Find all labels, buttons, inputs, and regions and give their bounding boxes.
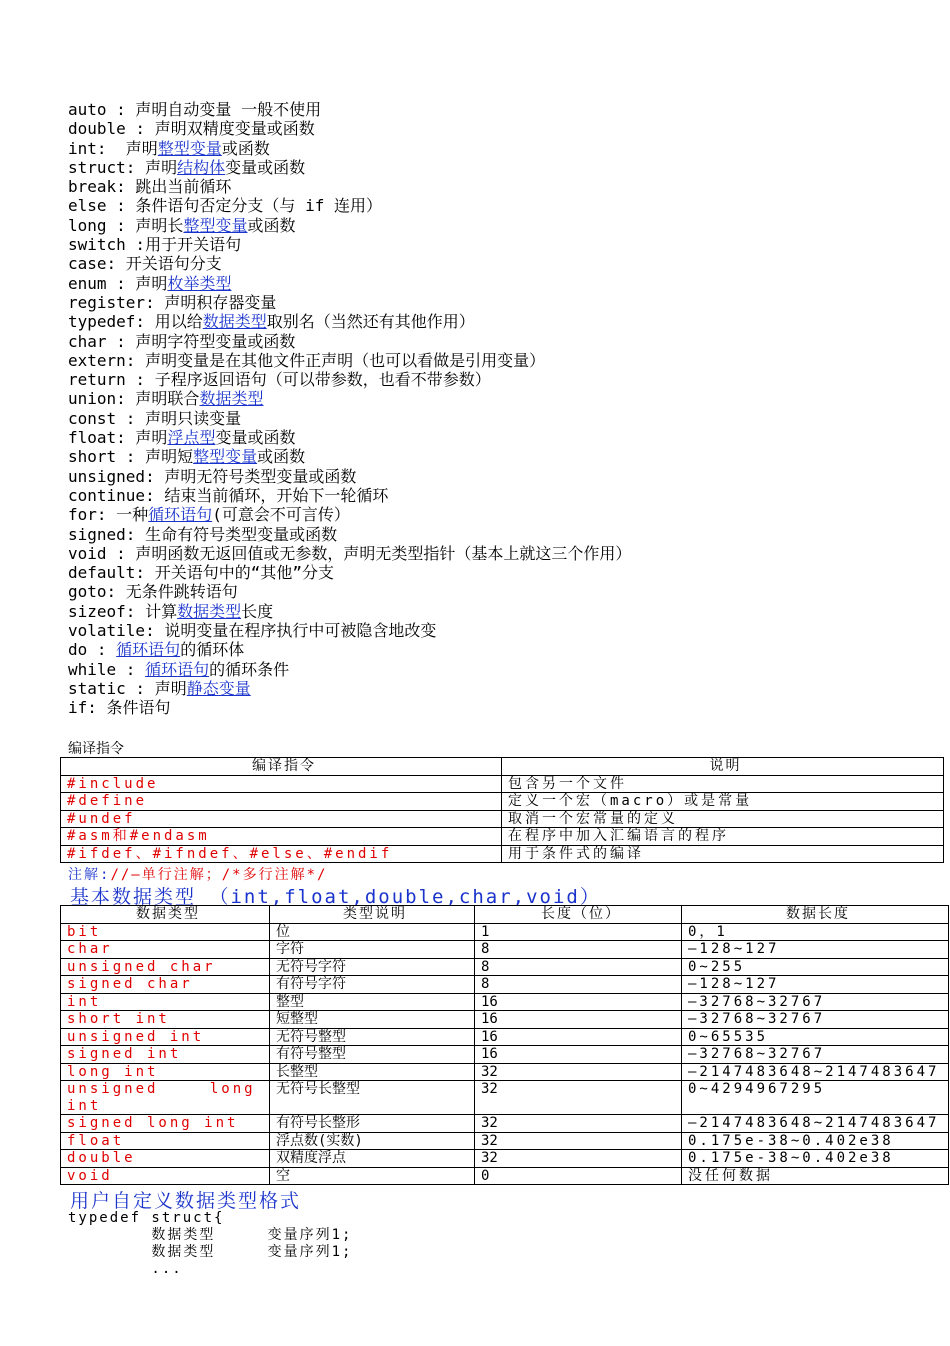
type-name-cell: void: [61, 1167, 270, 1185]
keyword-line: [68, 139, 631, 158]
bit-length-cell: 8: [475, 958, 682, 976]
keyword-text: 变量或函数: [225, 157, 306, 177]
directive-cell: #asm和#endasm: [61, 828, 502, 846]
keyword-line: [68, 563, 631, 582]
description-cell: 用于条件式的编译: [502, 845, 944, 863]
range-cell: —32768~32767: [682, 1011, 949, 1029]
type-desc-cell: 长整型: [270, 1063, 475, 1081]
keyword-link[interactable]: 数据类型: [199, 389, 264, 409]
keyword-line: [68, 660, 631, 679]
keyword-text: void : 声明函数无返回值或无参数，声明无类型指针（基本上就这三个作用）: [68, 543, 632, 563]
bit-length-cell: 0: [475, 1167, 682, 1185]
type-name-cell: long int: [61, 1063, 270, 1081]
note-text: //—单行注解；/*多行注解*/: [110, 867, 328, 883]
keyword-line: [68, 428, 631, 447]
table-row: [61, 1046, 949, 1064]
range-cell: 0.175e-38~0.402e38: [682, 1150, 949, 1168]
type-desc-cell: 有符号字符: [270, 976, 475, 994]
keyword-text: switch :用于开关语句: [68, 235, 242, 255]
keyword-text: 变量或函数: [215, 428, 296, 448]
keyword-text: continue: 结束当前循环，开始下一轮循环: [68, 485, 389, 505]
keyword-text: sizeof: 计算: [68, 601, 178, 621]
type-name-cell: unsigned long int: [61, 1081, 270, 1115]
directive-cell: #define: [61, 793, 502, 811]
keyword-line: [68, 544, 631, 563]
type-name-cell: signed char: [61, 976, 270, 994]
keyword-line: [68, 254, 631, 273]
directives-label: 编译指令: [68, 741, 124, 757]
description-cell: 在程序中加入汇编语言的程序: [502, 828, 944, 846]
range-cell: —32768~32767: [682, 1046, 949, 1064]
keyword-link[interactable]: 浮点型: [167, 428, 216, 448]
range-cell: 0~255: [682, 958, 949, 976]
keyword-line: [68, 447, 631, 466]
keyword-text: union: 声明联合: [68, 389, 200, 409]
table-row: [61, 793, 944, 811]
type-desc-cell: 位: [270, 923, 475, 941]
range-cell: —2147483648~2147483647: [682, 1115, 949, 1133]
type-desc-cell: 有符号整型: [270, 1046, 475, 1064]
keyword-text: default: 开关语句中的“其他”分支: [68, 563, 334, 583]
column-header: 数据类型: [61, 906, 270, 924]
basic-types-heading: 基本数据类型 （int,float,double,char,void）: [70, 886, 601, 908]
keyword-link[interactable]: 循环语句: [116, 640, 181, 660]
keyword-link[interactable]: 结构体: [177, 157, 226, 177]
table-row: [61, 775, 944, 793]
keyword-link[interactable]: 枚举类型: [167, 273, 232, 293]
keyword-text: register: 声明积存器变量: [68, 292, 277, 312]
keyword-text: struct: 声明: [68, 157, 178, 177]
description-cell: 取消一个宏常量的定义: [502, 810, 944, 828]
column-header: 数据长度: [682, 906, 949, 924]
range-cell: —32768~32767: [682, 993, 949, 1011]
keyword-link[interactable]: 循环语句: [148, 505, 213, 525]
code-line: 数据类型 变量序列1;: [68, 1244, 353, 1260]
keyword-text: for: 一种: [68, 505, 149, 525]
keyword-line: [68, 370, 631, 389]
type-desc-cell: 无符号整型: [270, 1028, 475, 1046]
keyword-text: while :: [68, 659, 146, 679]
keyword-text: enum : 声明: [68, 273, 168, 293]
keyword-line: [68, 100, 631, 119]
keyword-line: [68, 332, 631, 351]
keyword-link[interactable]: 循环语句: [145, 659, 210, 679]
keyword-line: [68, 293, 631, 312]
type-name-cell: int: [61, 993, 270, 1011]
keyword-line: [68, 389, 631, 408]
column-header: 说明: [502, 758, 944, 776]
custom-types-heading: 用户自定义数据类型格式: [70, 1190, 302, 1212]
column-header: 编译指令: [61, 758, 502, 776]
table-row: [61, 1063, 949, 1081]
keyword-line: [68, 679, 631, 698]
table-row: [61, 1028, 949, 1046]
typedef-code-block: [68, 1210, 352, 1278]
directive-cell: #include: [61, 775, 502, 793]
type-desc-cell: 无符号长整型: [270, 1081, 475, 1115]
keyword-line: [68, 525, 631, 544]
keyword-text: goto: 无条件跳转语句: [68, 582, 238, 602]
table-row: [61, 810, 944, 828]
bit-length-cell: 1: [475, 923, 682, 941]
keyword-line: [68, 312, 631, 331]
type-name-cell: signed long int: [61, 1115, 270, 1133]
keyword-line: [68, 505, 631, 524]
keyword-link[interactable]: 整型变量: [183, 215, 248, 235]
table-row: [61, 1115, 949, 1133]
type-desc-cell: 有符号长整形: [270, 1115, 475, 1133]
range-cell: 0，1: [682, 923, 949, 941]
description-cell: 包含另一个文件: [502, 775, 944, 793]
keyword-text: break: 跳出当前循环: [68, 177, 232, 197]
type-desc-cell: 短整型: [270, 1011, 475, 1029]
table-row: [61, 845, 944, 863]
column-header: 类型说明: [270, 906, 475, 924]
bit-length-cell: 8: [475, 976, 682, 994]
table-row: [61, 1132, 949, 1150]
type-name-cell: float: [61, 1132, 270, 1150]
directive-table: [60, 757, 944, 863]
keyword-list: [68, 100, 631, 718]
range-cell: 没任何数据: [682, 1167, 949, 1185]
keyword-text: const : 声明只读变量: [68, 408, 242, 428]
keyword-text: char : 声明字符型变量或函数: [68, 331, 296, 351]
keyword-text: return : 子程序返回语句（可以带参数，也看不带参数）: [68, 370, 491, 390]
keyword-text: do :: [68, 640, 117, 660]
range-cell: —128~127: [682, 976, 949, 994]
type-desc-cell: 空: [270, 1167, 475, 1185]
keyword-text: signed: 生命有符号类型变量或函数: [68, 524, 338, 544]
bit-length-cell: 16: [475, 993, 682, 1011]
bit-length-cell: 32: [475, 1132, 682, 1150]
type-desc-cell: 无符号字符: [270, 958, 475, 976]
table-row: [61, 976, 949, 994]
keyword-text: double : 声明双精度变量或函数: [68, 119, 315, 139]
range-cell: —2147483648~2147483647: [682, 1063, 949, 1081]
keyword-line: [68, 467, 631, 486]
keyword-line: [68, 351, 631, 370]
keyword-line: [68, 119, 631, 138]
bit-length-cell: 32: [475, 1150, 682, 1168]
keyword-text: 长度: [241, 601, 274, 621]
keyword-text: extern: 声明变量是在其他文件正声明（也可以看做是引用变量）: [68, 350, 546, 370]
keyword-link[interactable]: 静态变量: [186, 678, 251, 698]
comment-note: [68, 864, 327, 884]
table-row: [61, 828, 944, 846]
keyword-text: else : 条件语句否定分支（与 if 连用）: [68, 196, 382, 216]
keyword-text: 或函数: [257, 447, 306, 467]
keyword-text: 或函数: [221, 138, 270, 158]
code-line: ...: [68, 1261, 183, 1277]
keyword-link[interactable]: 整型变量: [193, 447, 258, 467]
keyword-link[interactable]: 数据类型: [202, 312, 267, 332]
keyword-line: [68, 274, 631, 293]
type-name-cell: short int: [61, 1011, 270, 1029]
keyword-line: [68, 196, 631, 215]
keyword-line: [68, 235, 631, 254]
keyword-line: [68, 582, 631, 601]
keyword-text: long : 声明长: [68, 215, 184, 235]
keyword-text: typedef: 用以给: [68, 312, 203, 332]
table-header-row: [61, 758, 944, 776]
keyword-line: [68, 409, 631, 428]
type-desc-cell: 整型: [270, 993, 475, 1011]
table-row: [61, 1081, 949, 1115]
bit-length-cell: 8: [475, 941, 682, 959]
type-desc-cell: 双精度浮点: [270, 1150, 475, 1168]
keyword-line: [68, 216, 631, 235]
keyword-text: if: 条件语句: [68, 698, 171, 718]
type-desc-cell: 字符: [270, 941, 475, 959]
keyword-text: case: 开关语句分支: [68, 254, 222, 274]
keyword-text: 的循环体: [180, 640, 245, 660]
type-name-cell: signed int: [61, 1046, 270, 1064]
column-header: 长度（位）: [475, 906, 682, 924]
table-row: [61, 1011, 949, 1029]
directive-cell: #ifdef、#ifndef、#else、#endif: [61, 845, 502, 863]
bit-length-cell: 32: [475, 1081, 682, 1115]
keyword-text: auto : 声明自动变量 一般不使用: [68, 100, 322, 119]
type-desc-cell: 浮点数(实数): [270, 1132, 475, 1150]
keyword-text: 或函数: [247, 215, 296, 235]
keyword-text: int: 声明: [68, 138, 158, 158]
keyword-text: float: 声明: [68, 428, 168, 448]
keyword-text: unsigned: 声明无符号类型变量或函数: [68, 466, 357, 486]
code-line: typedef struct{: [68, 1210, 225, 1226]
keyword-text: 取别名（当然还有其他作用）: [266, 312, 475, 332]
table-row: [61, 958, 949, 976]
basic-types-table: [60, 905, 949, 1185]
keyword-line: [68, 602, 631, 621]
range-cell: 0~65535: [682, 1028, 949, 1046]
keyword-text: 的循环条件: [209, 659, 290, 679]
description-cell: 定义一个宏（macro）或是常量: [502, 793, 944, 811]
bit-length-cell: 16: [475, 1046, 682, 1064]
keyword-line: [68, 621, 631, 640]
keyword-line: [68, 486, 631, 505]
keyword-line: [68, 698, 631, 717]
bit-length-cell: 16: [475, 1011, 682, 1029]
keyword-line: [68, 158, 631, 177]
type-name-cell: unsigned char: [61, 958, 270, 976]
table-row: [61, 923, 949, 941]
type-name-cell: bit: [61, 923, 270, 941]
range-cell: 0.175e-38~0.402e38: [682, 1132, 949, 1150]
keyword-line: [68, 177, 631, 196]
keyword-text: short : 声明短: [68, 447, 194, 467]
range-cell: 0~4294967295: [682, 1081, 949, 1115]
table-row: [61, 941, 949, 959]
keyword-text: volatile: 说明变量在程序执行中可被隐含地改变: [68, 621, 437, 641]
code-line: 数据类型 变量序列1;: [68, 1227, 353, 1243]
bit-length-cell: 32: [475, 1063, 682, 1081]
directive-cell: #undef: [61, 810, 502, 828]
type-name-cell: unsigned int: [61, 1028, 270, 1046]
keyword-link[interactable]: 数据类型: [177, 601, 242, 621]
keyword-link[interactable]: 整型变量: [157, 138, 222, 158]
table-row: [61, 993, 949, 1011]
table-row: [61, 1150, 949, 1168]
bit-length-cell: 16: [475, 1028, 682, 1046]
keyword-line: [68, 640, 631, 659]
keyword-text: static : 声明: [68, 678, 187, 698]
note-label: 注解:: [68, 867, 111, 883]
type-name-cell: double: [61, 1150, 270, 1168]
range-cell: —128~127: [682, 941, 949, 959]
bit-length-cell: 32: [475, 1115, 682, 1133]
table-header-row: [61, 906, 949, 924]
keyword-text: (可意会不可言传）: [212, 505, 350, 525]
table-row: [61, 1167, 949, 1185]
type-name-cell: char: [61, 941, 270, 959]
